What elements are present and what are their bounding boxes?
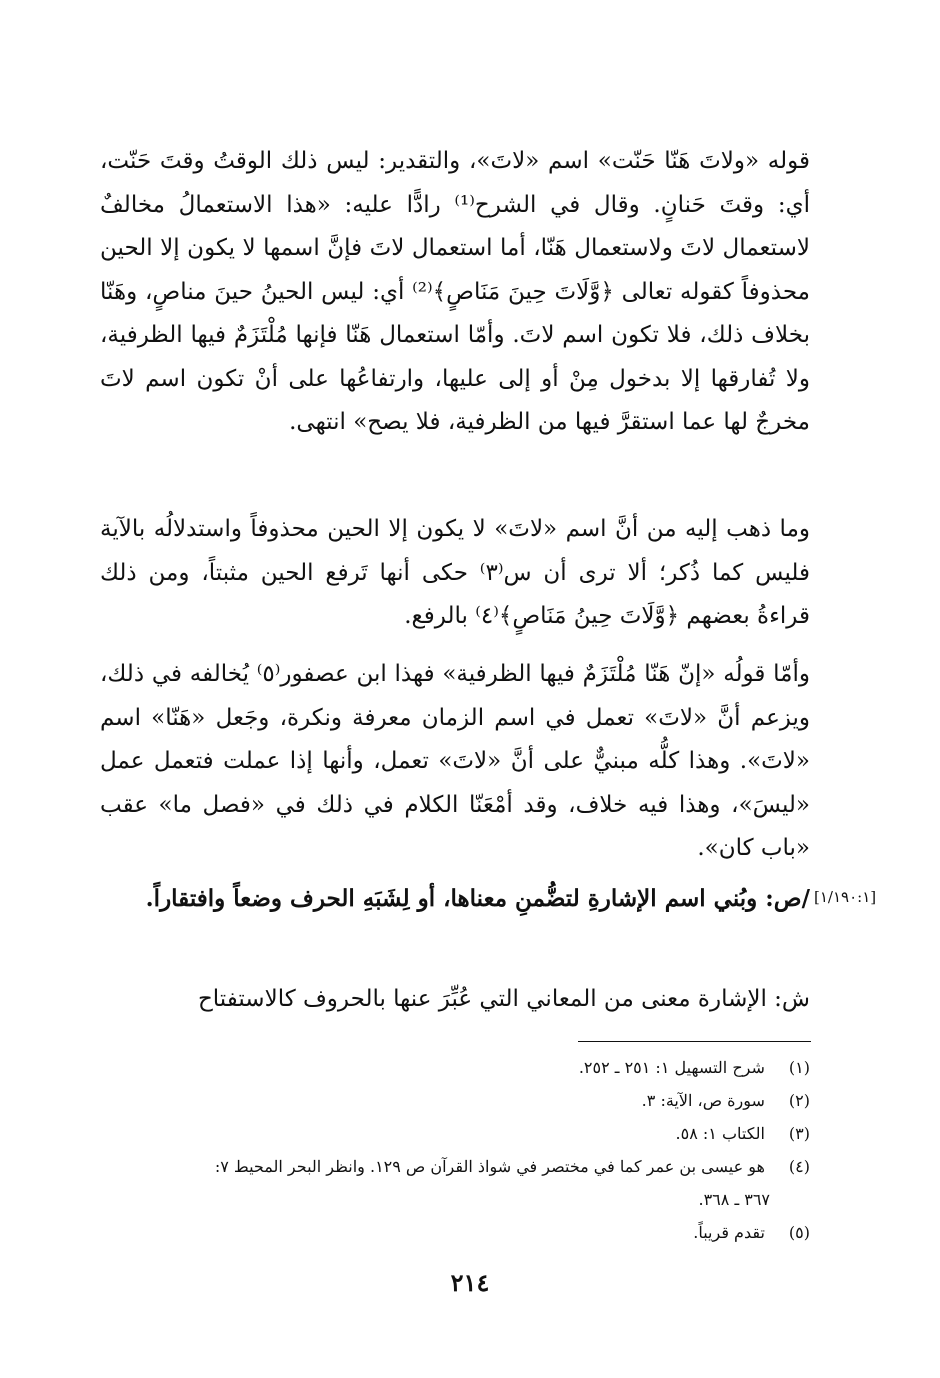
paragraph-5: ش: الإشارة معنى من المعاني التي عُبِّرَ عنها بالحروف كالاستفتاح	[197, 986, 810, 1012]
matn-heading-paragraph: /ص: وبُني اسم الإشارةِ لتضُّمنِ معناها، أو لِشَبَهِ الحرف وضعاً وافتقاراً.	[145, 885, 810, 912]
footnote-number: (٥)	[788, 1223, 810, 1242]
footnote-5	[100, 1216, 810, 1249]
margin-reference: [١/١٩٠:١]	[814, 888, 877, 906]
footnote-continuation: ٣٦٧ ـ ٣٦٨.	[698, 1190, 770, 1209]
paragraph-1: قوله «ولاتَ هَنّا حَنّت» اسم «لاتَ»، والتقدير: ليس ذلك الوقتُ وقتَ حَنّت، أي: وقتَ حَنانٍ. وقال في الشرح⁽¹⁾ رادًّا عليه: «هذا الاستعمالُ مخالفٌ لاستعمال لاتَ ولاستعمال هَنّا، أما استعمال لاتَ فإنَّ اسمها لا يكون إلا الحين محذوفاً كقوله تعالى ﴿وَّلَاتَ حِينَ مَنَاصٍ﴾⁽²⁾ أي: ليس الحينُ حينَ مناصٍ، وهَنّا بخلاف ذلك، فلا تكون اسم لاتَ. وأمّا استعمال هَنّا فإنها مُلْتَزَمٌ فيها الظرفية، ولا تُفارقها إلا بدخول مِنْ أو إلى عليها، وارتفاعُها على أنْ تكون اسم لاتَ مخرجٌ لها عما استقرَّ فيها من الظرفية، فلا يصح» انتهى.	[100, 148, 810, 435]
footnote-text: شرح التسهيل ١: ٢٥١ ـ ٢٥٢.	[578, 1058, 765, 1077]
footnote-text: سورة ص، الآية: ٣.	[641, 1091, 765, 1110]
footnote-divider	[578, 1041, 811, 1042]
footnote-text: هو عيسى بن عمر كما في مختصر في شواذ القرآن ص ١٢٩. وانظر البحر المحيط ٧:	[214, 1157, 765, 1176]
footnote-1	[100, 1051, 810, 1084]
footnote-text: تقدم قريباً.	[693, 1223, 765, 1242]
footnote-number: (٤)	[788, 1157, 810, 1176]
footnote-3	[100, 1117, 810, 1150]
footnote-number: (١)	[788, 1058, 810, 1077]
footnote-4	[100, 1150, 810, 1216]
footnote-number: (٢)	[788, 1091, 810, 1110]
paragraph-2: وما ذهب إليه من أنَّ اسم «لاتَ» لا يكون إلا الحين محذوفاً واستدلالُه بالآية فليس كما ذُكر؛ ألا ترى أن س⁽٣⁾ حكى أنها تَرفع الحين مثبتاً، ومن ذلك قراءةُ بعضهم ﴿وَّلَاتَ حِينُ مَنَاصٍ﴾⁽٤⁾ بالرفع.	[100, 516, 811, 629]
footnote-2	[100, 1084, 810, 1117]
footnote-number: (٣)	[788, 1124, 810, 1143]
footnote-text: الكتاب ١: ٥٨.	[675, 1124, 765, 1143]
footnotes	[100, 1051, 810, 1249]
page-number: ٢١٤	[450, 1268, 490, 1297]
paragraph-3: وأمّا قولُه «إنّ هَنّا مُلْتَزَمٌ فيها الظرفية» فهذا ابن عصفور⁽٥⁾ يُخالفه في ذلك، ويزعم أنَّ «لاتَ» تعمل في اسم الزمان معرفة ونكرة، وجَعل «هَنّا» اسم «لاتَ». وهذا كلُّه مبنيٌّ على أنَّ «لاتَ» تعمل، وأنها إذا عملت فتعمل عمل «ليسَ»، وهذا فيه خلاف، وقد أمْعَنّا الكلام في ذلك في «فصل ما» عقب «باب كان».	[100, 661, 810, 861]
